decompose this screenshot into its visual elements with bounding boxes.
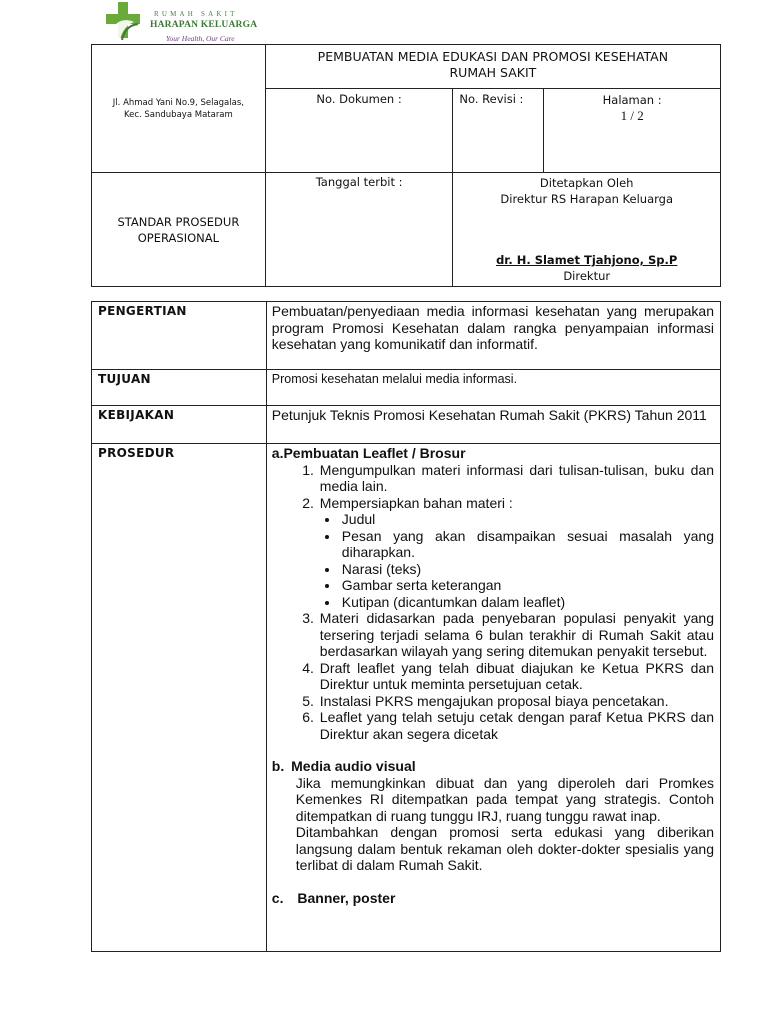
section-b-heading: [272, 758, 714, 775]
tujuan-label: TUJUAN: [92, 370, 267, 406]
section-c-title: Banner, poster: [297, 889, 396, 906]
leaflet-step: [318, 495, 714, 611]
leaflet-step: 4. Draft leaflet yang telah dibuat diajukan ke Ketua PKRS dan Direktur untuk meminta persetujuan cetak.: [318, 660, 714, 693]
leaflet-step: 6. Leaflet yang telah setuju cetak dengan paraf Ketua PKRS dan Direktur akan segera dicetak: [318, 709, 714, 742]
bullet-item: • Gambar serta keterangan: [340, 577, 714, 594]
sop-label: [92, 173, 266, 287]
bullet-item: • Pesan yang akan disampaikan sesuai masalah yang diharapkan.: [340, 528, 714, 561]
section-b-paragraph-1: Jika memungkinkan dibuat dan yang diperoleh dari Promkes Kemenkes RI ditempatkan pada tempat yang strategis. Contoh ditempatkan di ruang tunggu IRJ, ruang tunggu rawat inap.: [295, 774, 714, 824]
section-a-title: a.Pembuatan Leaflet / Brosur: [271, 445, 466, 461]
logo-tagline: Your Health, Our Care: [166, 34, 235, 43]
bullet-item: • Narasi (teks): [340, 561, 714, 578]
issue-date-label: Tanggal terbit :: [265, 173, 453, 287]
cross-leaf-icon: [102, 0, 146, 44]
leaflet-step-text: Mempersiapkan bahan materi :: [319, 494, 513, 511]
leaflet-step: 5. Instalasi PKRS mengajukan proposal biaya pencetakan.: [318, 693, 714, 710]
doc-number-label: No. Dokumen :: [265, 89, 453, 173]
address-line-2: Kec. Sandubaya Mataram: [123, 109, 233, 120]
section-c-heading: [272, 890, 714, 907]
document-header-table: [91, 44, 721, 287]
approved-by-line-1: Ditetapkan Oleh: [539, 176, 634, 190]
hospital-address: [92, 45, 266, 173]
section-b-paragraph-2: Ditambahkan dengan promosi serta edukasi yang diberikan langsung dalam bentuk rekaman oleh dokter-dokter spesialis yang terlibat di dalam Rumah Sakit.: [295, 824, 714, 873]
approval-cell: [453, 173, 721, 287]
page-value: 1 / 2: [620, 108, 644, 123]
signer-name: dr. H. Slamet Tjahjono, Sp.P: [496, 253, 678, 267]
page-cell: [544, 89, 721, 173]
title-line-2: RUMAH SAKIT: [449, 65, 537, 80]
document-title: [265, 45, 720, 89]
leaflet-step: 1. Mengumpulkan materi informasi dari tulisan-tulisan, buku dan media lain.: [318, 462, 714, 495]
kebijakan-label: KEBIJAKAN: [92, 406, 267, 444]
tujuan-text: Promosi kesehatan melalui media informasi.: [266, 370, 720, 406]
section-b-title: Media audio visual: [291, 758, 416, 774]
bullet-item: • Kutipan (dicantumkan dalam leaflet): [340, 594, 714, 611]
sop-line-2: OPERASIONAL: [137, 230, 220, 245]
revision-label: No. Revisi :: [453, 89, 544, 173]
page-label: Halaman :: [602, 93, 662, 107]
section-c-prefix: c.: [271, 889, 284, 906]
bullet-item: • Judul: [340, 511, 714, 528]
prosedur-content: [266, 444, 720, 952]
leaflet-steps-list: [272, 462, 714, 743]
logo-top-text: RUMAH SAKIT: [154, 10, 238, 18]
material-bullets: [320, 511, 714, 610]
logo-hospital-name: HARAPAN KELUARGA: [150, 20, 258, 30]
signer-title: Direktur: [563, 269, 611, 283]
sop-content-table: [91, 301, 721, 952]
address-line-1: Jl. Ahmad Yani No.9, Selagalas,: [112, 97, 244, 108]
approved-by-line-2: Direktur RS Harapan Keluarga: [500, 192, 674, 206]
kebijakan-text: Petunjuk Teknis Promosi Kesehatan Rumah Sakit (PKRS) Tahun 2011: [266, 406, 720, 444]
prosedur-label: PROSEDUR: [92, 444, 267, 952]
sop-line-1: STANDAR PROSEDUR: [117, 214, 240, 229]
section-b-prefix: b.: [271, 758, 285, 774]
pengertian-text: Pembuatan/penyediaan media informasi kesehatan yang merupakan program Promosi Kesehatan dalam rangka penyampaian informasi kesehatan yang komunikatif dan informatif.: [266, 302, 720, 370]
pengertian-label: PENGERTIAN: [92, 302, 267, 370]
leaflet-step: 3. Materi didasarkan pada penyebaran populasi penyakit yang tersering terjadi selama 6 bulan terakhir di Rumah Sakit atau berdasarkan wilayah yang sering ditemukan penyakit tersebut.: [318, 610, 714, 660]
title-line-1: PEMBUATAN MEDIA EDUKASI DAN PROMOSI KESEHATAN: [317, 49, 669, 64]
